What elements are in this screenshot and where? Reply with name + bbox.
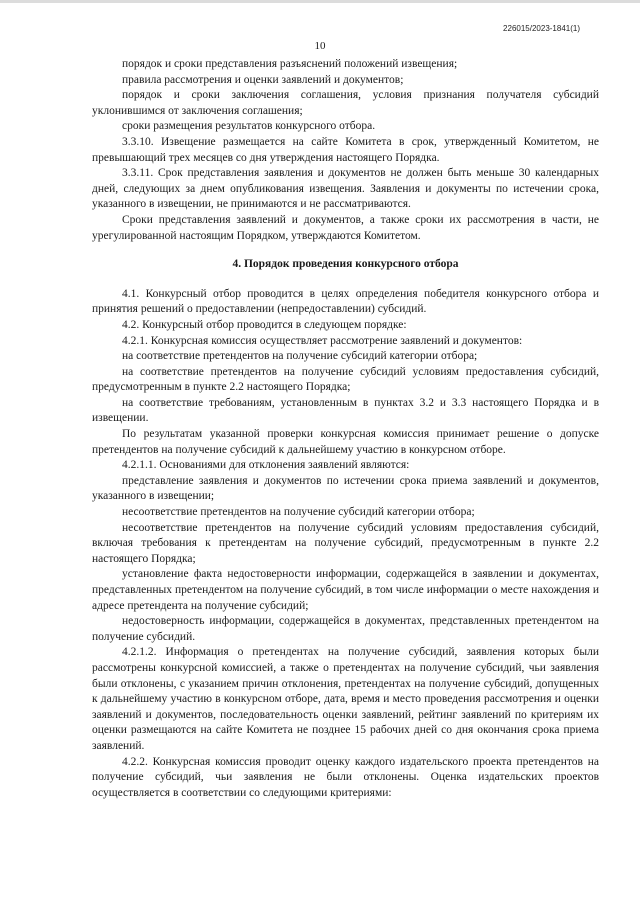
paragraph: несоответствие претендентов на получение субсидий категории отбора; [122,506,475,519]
paragraph: несоответствие претендентов на получение субсидий условиям предоставления субсидий, включая требования к претендентам на получение субсидий, предусмотренным в пункте 2.2 настоящего Порядка; [92,521,599,565]
section-heading: 4. Порядок проведения конкурсного отбора [232,258,459,271]
paragraph: 4.1. Конкурсный отбор проводится в целях определения победителя конкурсного отбора и принятия решений о предоставлении (непредоставлении) субсидий. [92,287,599,316]
document-id: 226015/2023-1841(1) [503,24,580,33]
page-number: 10 [314,40,326,52]
paragraph: По результатам указанной проверки конкурсная комиссия принимает решение о допуске претендентов на получение субсидий к дальнейшему участию в конкурсном отборе. [92,428,599,456]
paragraph: недостоверность информации, содержащейся в документах, представленных претендентом на получение субсидий. [92,615,599,643]
paragraph: 3.3.10. Извещение размещается на сайте Комитета в срок, утвержденный Комитетом, не превышающий трех месяцев со дня утверждения настоящего Порядка. [92,135,599,164]
paragraph: сроки размещения результатов конкурсного отбора. [122,120,376,133]
paragraph: 3.3.11. Срок представления заявления и документов не должен быть меньше 30 календарных дней, следующих за днем опубликования извещения. Заявления и документы по истечении срока, указанного в извещении, не принимаются и не рассматриваются. [92,167,599,211]
paragraph: порядок и сроки заключения соглашения, условия признания получателя субсидий уклонившимся от заключения соглашения; [92,89,599,117]
scan-edge [0,0,640,3]
paragraph: порядок и сроки представления разъяснений положений извещения; [122,58,458,70]
paragraph: 4.2. Конкурсный отбор проводится в следующем порядке: [122,318,407,331]
paragraph: правила рассмотрения и оценки заявлений и документов; [122,73,404,86]
paragraph: на соответствие претендентов на получение субсидий категории отбора; [122,350,478,363]
paragraph: 4.2.2. Конкурсная комиссия проводит оценку каждого издательского проекта претендентов на получение субсидий, чьи заявления не были отклонены. Оценка издательских проектов осуществляется в соответствии со следующими критериями: [92,755,599,799]
paragraph: на соответствие претендентов на получение субсидий условиям предоставления субсидий, предусмотренным в пункте 2.2 настоящего Порядка; [92,365,599,394]
paragraph: 4.2.1.2. Информация о претендентах на получение субсидий, заявления которых были рассмотрены конкурсной комиссией, а также о претендентах на получение субсидий, чьи заявления были отклонены, с указанием причин отклонения, претендентах на получение субсидий, допущенных к дальнейшему участию в конкурсном отборе, дата, время и место проведения рассмотрения и оценки заявлений и документов, последовательность оценки заявлений, рейтинг заявлений по критериям их оценки размещаются на сайте Комитета не позднее 15 рабочих дней со дня окончания срока приема заявлений. [92,646,599,752]
paragraph: установление факта недостоверности информации, содержащейся в заявлении и документах, представленных претендентом на получение субсидий, в том числе информации о месте нахождения и адресе претендента на получение субсидий; [92,568,599,612]
paragraph: Сроки представления заявлений и документов, а также сроки их рассмотрения в части, не урегулированной настоящим Порядком, утверждаются Комитетом. [92,213,599,242]
paragraph: 4.2.1. Конкурсная комиссия осуществляет рассмотрение заявлений и документов: [122,334,523,347]
paragraph: 4.2.1.1. Основаниями для отклонения заявлений являются: [122,459,410,472]
paragraph: представление заявления и документов по истечении срока приема заявлений и документов, указанного в извещении; [92,474,599,503]
paragraph: на соответствие требованиям, установленным в пунктах 3.2 и 3.3 настоящего Порядка и в извещении. [92,396,599,425]
document-body [92,57,599,801]
